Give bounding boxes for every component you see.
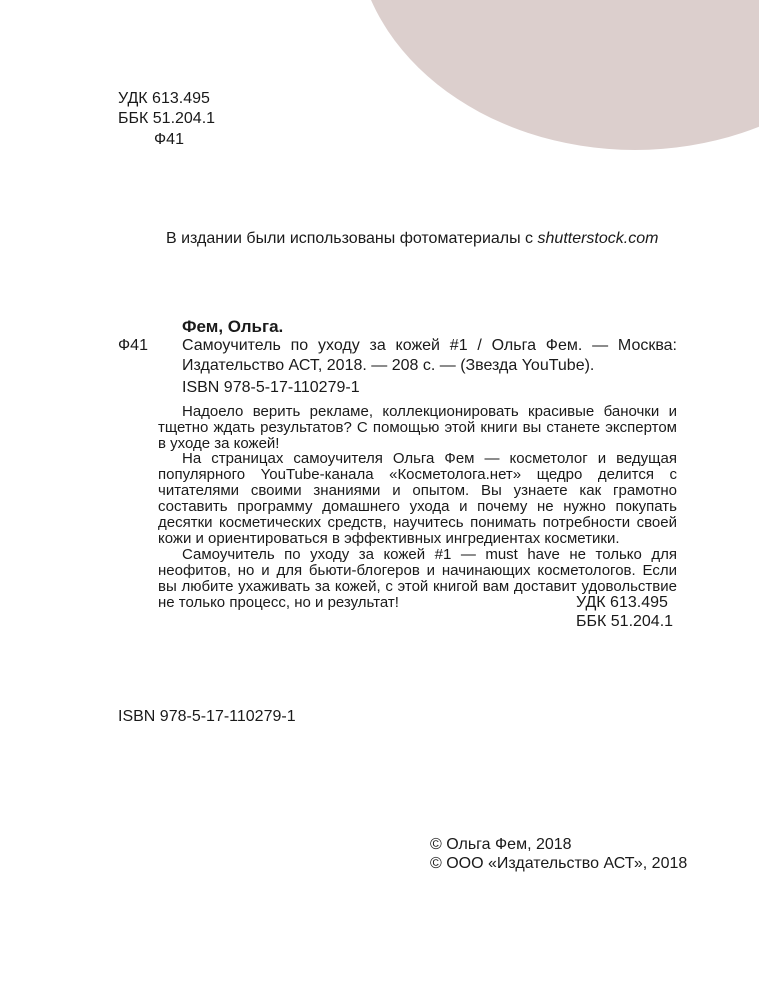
photo-credit — [166, 229, 658, 249]
author-heading: Фем, Ольга. — [182, 317, 284, 336]
top-udk: УДК 613.495 — [118, 90, 210, 107]
bottom-isbn: ISBN 978-5-17-110279-1 — [118, 708, 296, 725]
copyright-line: © Ольга Фем, 2018 — [430, 836, 572, 853]
card-isbn: ISBN 978-5-17-110279-1 — [182, 379, 360, 396]
card-udk: УДК 613.495 — [576, 594, 668, 611]
annotation-paragraph: Самоучитель по уходу за кожей #1 — must have не только для неофитов, но и для бьюти-блогеров и начинающих косметологов. Если вы любите ухаживать за кожей, с этой книгой вам доставит удовольствие не только процесс, но и результат! — [158, 546, 677, 611]
decorative-circle — [355, 0, 759, 150]
card-bbk: ББК 51.204.1 — [576, 613, 674, 630]
photo-credit-prefix: В издании были использованы фотоматериалы с — [166, 230, 534, 247]
annotation-paragraph: Надоело верить рекламе, коллекционировать красивые баночки и тщетно ждать результатов? С помощью этой книги вы станете экспертом в уходе за кожей! — [158, 403, 677, 452]
annotation-paragraph: На страницах самоучителя Ольга Фем — косметолог и ведущая популярного YouTube-канала «Косметолога.нет» щедро делится с читателями своими знаниями и опытом. Вы узнаете как грамотно составить программу домашнего ухода и почему не нужно покупать десятки косметических средств, научитесь понимать потребности своей кожи и ориентироваться в эффективных ингредиентах косметики. — [158, 450, 677, 547]
card-author-sign: Ф41 — [118, 337, 148, 354]
photo-credit-source: shutterstock.com — [537, 230, 659, 247]
top-author-sign: Ф41 — [154, 131, 184, 148]
bibliographic-entry: Самоучитель по уходу за кожей #1 / Ольга Фем. — Москва: Издательство АСТ, 2018. — 208 с. — (Звезда YouTube). — [182, 337, 677, 374]
copyright-line: © ООО «Издательство АСТ», 2018 — [430, 855, 688, 872]
top-bbk: ББК 51.204.1 — [118, 110, 216, 127]
